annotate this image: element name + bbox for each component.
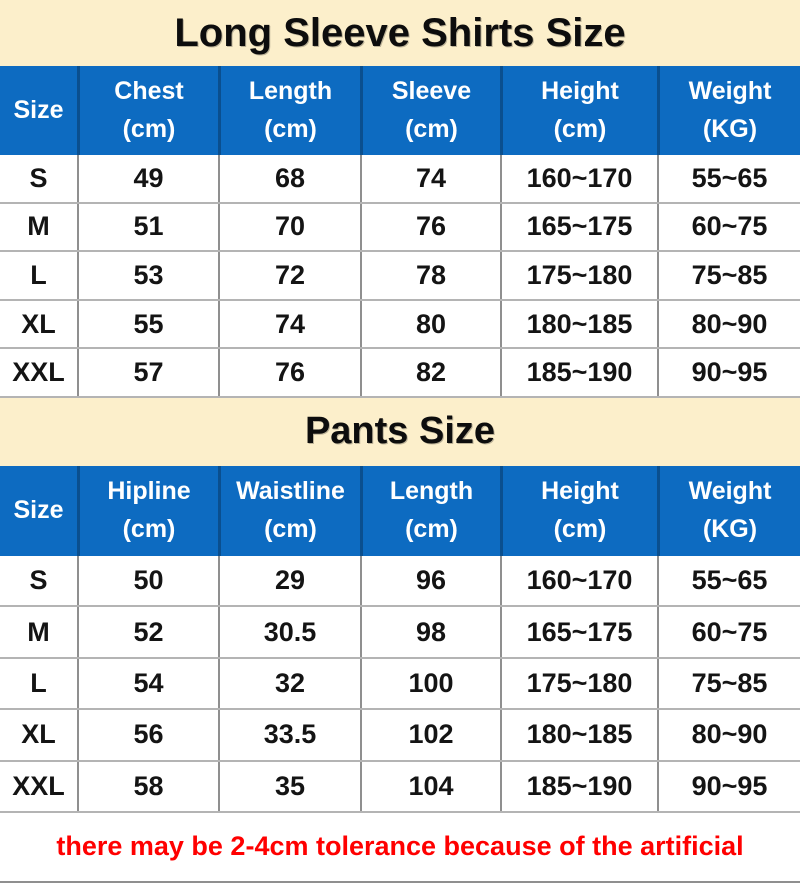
header-unit: (cm) xyxy=(264,515,317,544)
pants-table-body xyxy=(0,556,800,813)
size-cell: L xyxy=(30,667,47,698)
table-cell: 175~180 xyxy=(500,659,657,708)
header-cell-size xyxy=(0,66,77,155)
table-row xyxy=(0,710,800,761)
table-cell: 68 xyxy=(218,155,360,202)
header-cell-weight xyxy=(657,466,800,556)
table-cell: 49 xyxy=(77,155,218,202)
table-cell: 76 xyxy=(218,349,360,396)
header-unit: (cm) xyxy=(405,115,458,143)
table-cell: 51 xyxy=(77,204,218,251)
table-cell: 160~170 xyxy=(500,556,657,605)
header-unit: (cm) xyxy=(553,515,607,544)
header-unit: (KG) xyxy=(702,515,758,544)
table-cell: 185~190 xyxy=(500,762,657,811)
header-label: Chest xyxy=(114,77,184,105)
tolerance-note: there may be 2-4cm tolerance because of the artificial xyxy=(0,813,800,883)
table-cell: 56 xyxy=(77,710,218,759)
table-cell: 52 xyxy=(77,607,218,656)
header-cell-length xyxy=(360,466,500,556)
header-label: Length xyxy=(389,477,474,506)
header-cell-weight xyxy=(657,66,800,155)
table-cell: 96 xyxy=(360,556,500,605)
table-row xyxy=(0,204,800,253)
size-cell: XXL xyxy=(12,357,65,388)
header-label: Weight xyxy=(688,477,772,506)
table-cell: 72 xyxy=(218,252,360,299)
table-cell: 104 xyxy=(360,762,500,811)
header-label: Height xyxy=(541,77,619,105)
header-unit: (cm) xyxy=(405,515,458,544)
table-cell: 82 xyxy=(360,349,500,396)
table-row xyxy=(0,762,800,813)
table-cell: 100 xyxy=(360,659,500,708)
header-cell-height xyxy=(500,466,657,556)
table-row xyxy=(0,349,800,398)
size-cell: XXL xyxy=(12,770,65,801)
pants-table-title: Pants Size xyxy=(0,398,800,466)
table-cell: 102 xyxy=(360,710,500,759)
table-row xyxy=(0,659,800,710)
table-cell: 58 xyxy=(77,762,218,811)
table-cell: 90~95 xyxy=(657,349,800,396)
header-cell-waistline xyxy=(218,466,360,556)
table-row xyxy=(0,556,800,607)
table-cell: 76 xyxy=(360,204,500,251)
header-unit: (cm) xyxy=(122,515,176,544)
table-cell: 165~175 xyxy=(500,607,657,656)
header-cell-height xyxy=(500,66,657,155)
table-cell: 98 xyxy=(360,607,500,656)
header-label: Size xyxy=(13,496,64,525)
table-cell: 30.5 xyxy=(218,607,360,656)
header-cell-length xyxy=(218,66,360,155)
header-unit: (KG) xyxy=(702,115,758,143)
header-label: Hipline xyxy=(107,477,191,506)
table-cell: 75~85 xyxy=(657,659,800,708)
table-cell: 57 xyxy=(77,349,218,396)
size-cell: S xyxy=(29,565,48,596)
table-cell: 29 xyxy=(218,556,360,605)
table-row xyxy=(0,155,800,204)
table-cell: 180~185 xyxy=(500,710,657,759)
table-cell: 50 xyxy=(77,556,218,605)
table-cell: 70 xyxy=(218,204,360,251)
header-label: Height xyxy=(541,477,619,506)
table-cell: 55~65 xyxy=(657,155,800,202)
header-label: Size xyxy=(13,96,64,124)
table-cell: 78 xyxy=(360,252,500,299)
header-cell-hipline xyxy=(77,466,218,556)
table-cell: 165~175 xyxy=(500,204,657,251)
header-unit: (cm) xyxy=(264,115,317,143)
table-cell: 90~95 xyxy=(657,762,800,811)
table-cell: 80~90 xyxy=(657,301,800,348)
table-cell: 180~185 xyxy=(500,301,657,348)
size-cell: S xyxy=(29,162,48,193)
header-unit: (cm) xyxy=(553,115,607,143)
size-cell: XL xyxy=(21,719,56,750)
table-cell: 74 xyxy=(360,155,500,202)
table-cell: 35 xyxy=(218,762,360,811)
pants-table-header xyxy=(0,466,800,556)
table-row xyxy=(0,301,800,350)
table-cell: 80~90 xyxy=(657,710,800,759)
header-label: Waistline xyxy=(236,477,345,506)
table-cell: 75~85 xyxy=(657,252,800,299)
shirts-table-header xyxy=(0,66,800,155)
header-label: Weight xyxy=(688,77,772,105)
table-cell: 32 xyxy=(218,659,360,708)
size-cell: XL xyxy=(21,308,56,339)
table-cell: 60~75 xyxy=(657,204,800,251)
table-cell: 53 xyxy=(77,252,218,299)
table-cell: 80 xyxy=(360,301,500,348)
header-label: Sleeve xyxy=(391,77,472,105)
table-cell: 74 xyxy=(218,301,360,348)
size-cell: L xyxy=(30,259,47,290)
table-cell: 55 xyxy=(77,301,218,348)
table-cell: 175~180 xyxy=(500,252,657,299)
size-cell: M xyxy=(27,616,50,647)
header-label: Length xyxy=(248,77,333,105)
table-cell: 55~65 xyxy=(657,556,800,605)
table-cell: 33.5 xyxy=(218,710,360,759)
table-row xyxy=(0,607,800,658)
header-cell-size xyxy=(0,466,77,556)
size-cell: M xyxy=(27,211,50,242)
shirts-table-body xyxy=(0,155,800,398)
shirts-table-title: Long Sleeve Shirts Size xyxy=(0,0,800,66)
header-cell-chest xyxy=(77,66,218,155)
table-cell: 185~190 xyxy=(500,349,657,396)
table-cell: 54 xyxy=(77,659,218,708)
table-row xyxy=(0,252,800,301)
table-cell: 160~170 xyxy=(500,155,657,202)
header-unit: (cm) xyxy=(122,115,176,143)
table-cell: 60~75 xyxy=(657,607,800,656)
header-cell-sleeve xyxy=(360,66,500,155)
